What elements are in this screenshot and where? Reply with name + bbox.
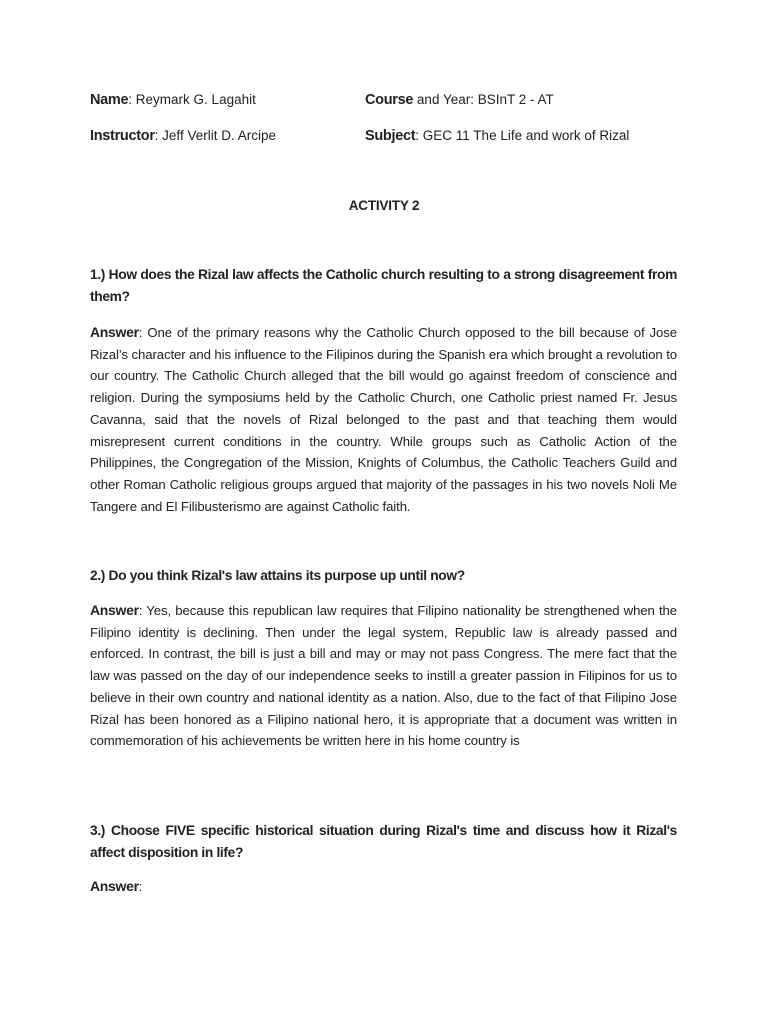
instructor-value: : Jeff Verlit D. Arcipe <box>154 128 276 143</box>
answer-2-text: : Yes, because this republican law requires that Filipino nationality be strengthened when the Filipino identity is declining. Then under the legal system, Republic law is already passed and enforced. In contrast, the bill is just a bill and may or may not pass Congress. The mere fact that the law was passed on the day of our independence seeks to instill a greater passion in Filipinos for us to believe in their own country and national identity as a nation. Also, due to the fact of that Filipino Jose Rizal has been honored as a Filipino national hero, it is appropriate that a document was written in commemoration of his achievements be written here in his home country is <box>90 603 677 749</box>
activity-title: ACTIVITY 2 <box>348 198 420 213</box>
course-value: and Year: BSInT 2 - AT <box>413 92 554 107</box>
answer-1-text: : One of the primary reasons why the Catholic Church opposed to the bill because of Jose Rizal’s character and his influence to the Filipinos during the Spanish era which brought a revolution to our country. The Catholic Church alleged that the bill would go against freedom of conscience and religion. During the symposiums held by the Catholic Church, one Catholic priest named Fr. Jesus Cavanna, said that the novels of Rizal belonged to the past and that teaching them would misrepresent current conditions in the country. While groups such as Catholic Action of the Philippines, the Congregation of the Mission, Knights of Columbus, the Catholic Teachers Guild and other Roman Catholic religious groups argued that majority of the passages in his two novels Noli Me Tangere and El Filibusterismo are against Catholic faith. <box>90 325 677 514</box>
question-section-3 <box>90 820 677 898</box>
answer-2-label: Answer <box>90 602 139 618</box>
question-section-2 <box>90 565 677 752</box>
question-section-1 <box>90 264 677 517</box>
name-label: Name <box>90 92 129 108</box>
question-1: 1.) How does the Rizal law affects the Catholic church resulting to a strong disagreement from them? <box>90 267 677 304</box>
question-3: 3.) Choose FIVE specific historical situation during Rizal's time and discuss how it Rizal's affect disposition in life? <box>90 823 677 860</box>
course-label: Course <box>365 92 414 108</box>
header-row-2 <box>90 128 680 150</box>
subject-value: : GEC 11 The Life and work of Rizal <box>415 128 630 143</box>
name-value: : Reymark G. Lagahit <box>128 92 256 107</box>
instructor-label: Instructor <box>90 128 155 144</box>
subject-field <box>365 128 629 144</box>
answer-3-text: : <box>138 879 143 894</box>
header-row-1 <box>90 92 680 114</box>
course-year-field <box>365 92 554 108</box>
question-2: 2.) Do you think Rizal's law attains its purpose up until now? <box>90 568 465 583</box>
answer-2 <box>90 600 677 752</box>
answer-1-label: Answer <box>90 324 139 340</box>
answer-3-label: Answer <box>90 878 139 894</box>
instructor-field <box>90 128 276 144</box>
student-name-field <box>90 92 256 108</box>
answer-3 <box>90 876 677 898</box>
answer-1 <box>90 322 677 517</box>
subject-label: Subject <box>365 128 416 144</box>
